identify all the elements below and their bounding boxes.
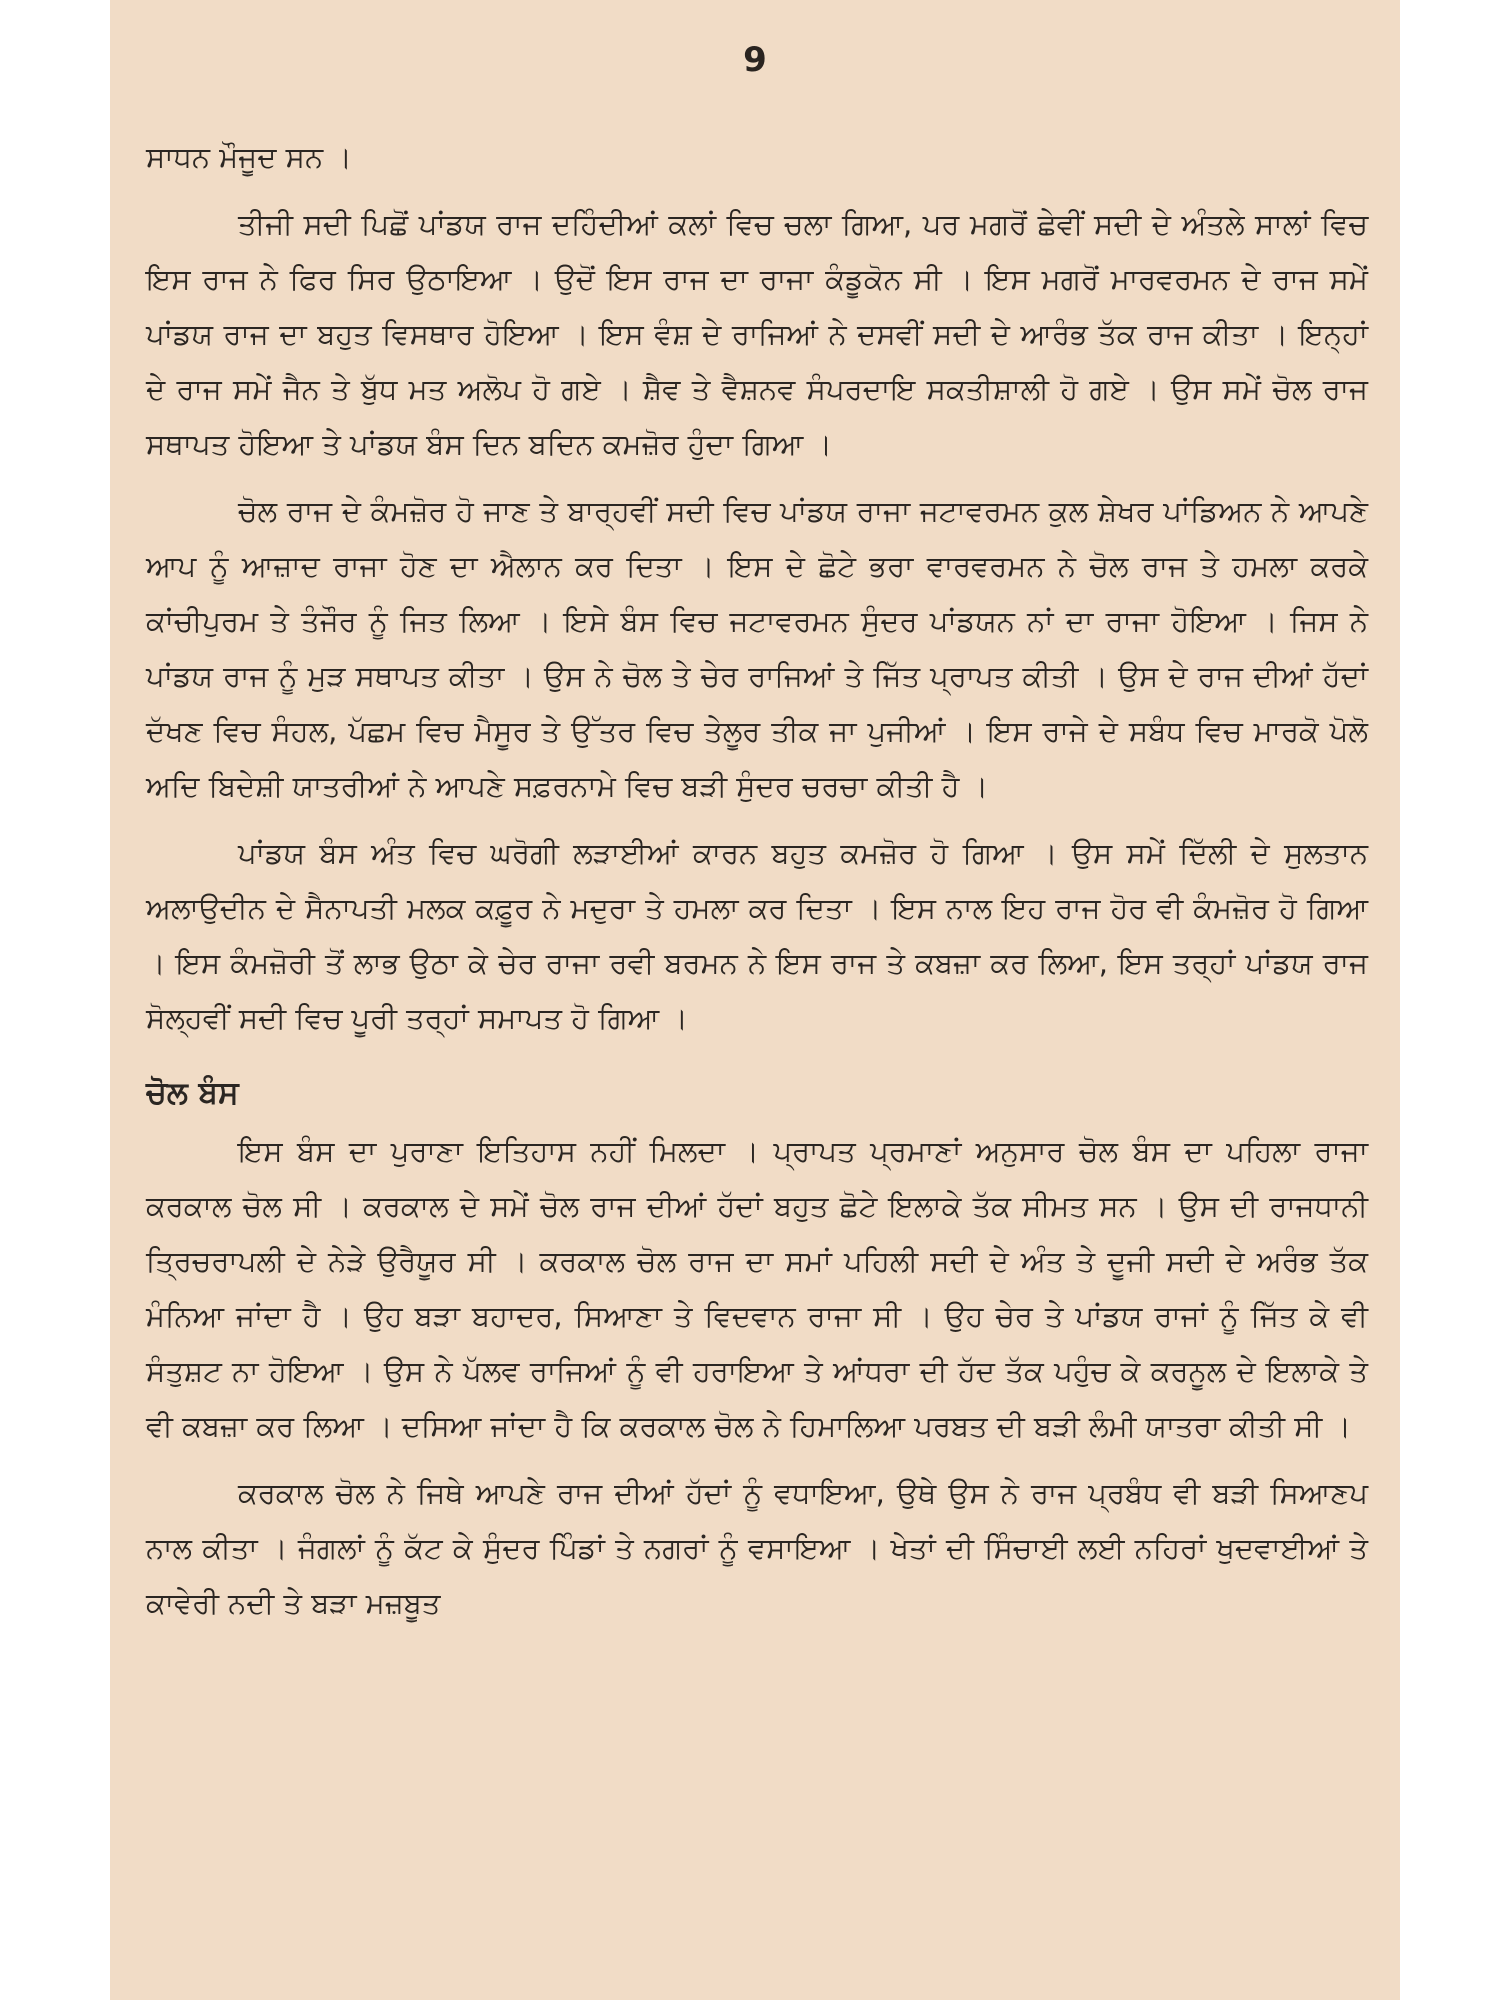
- page-body: [146, 130, 1368, 1643]
- paragraph-6: ਕਰਕਾਲ ਚੋਲ ਨੇ ਜਿਥੇ ਆਪਣੇ ਰਾਜ ਦੀਆਂ ਹੱਦਾਂ ਨੂੰ ਵਧਾਇਆ, ਉਥੇ ਉਸ ਨੇ ਰਾਜ ਪ੍ਰਬੰਧ ਵੀ ਬੜੀ ਸਿਆਣਪ ਨਾਲ ਕੀਤਾ । ਜੰਗਲਾਂ ਨੂੰ ਕੱਟ ਕੇ ਸੁੰਦਰ ਪਿੰਡਾਂ ਤੇ ਨਗਰਾਂ ਨੂੰ ਵਸਾਇਆ । ਖੇਤਾਂ ਦੀ ਸਿੰਚਾਈ ਲਈ ਨਹਿਰਾਂ ਖੁਦਵਾਈਆਂ ਤੇ ਕਾਵੇਰੀ ਨਦੀ ਤੇ ਬੜਾ ਮਜ਼ਬੂਤ: [146, 1476, 1368, 1620]
- paragraph-2: ਤੀਜੀ ਸਦੀ ਪਿਛੋਂ ਪਾਂਡਯ ਰਾਜ ਦਹਿੰਦੀਆਂ ਕਲਾਂ ਵਿਚ ਚਲਾ ਗਿਆ, ਪਰ ਮਗਰੋਂ ਛੇਵੀਂ ਸਦੀ ਦੇ ਅੰਤਲੇ ਸਾਲਾਂ ਵਿਚ ਇਸ ਰਾਜ ਨੇ ਫਿਰ ਸਿਰ ਉਠਾਇਆ । ਉਦੋਂ ਇਸ ਰਾਜ ਦਾ ਰਾਜਾ ਕੰਡੂਕੋਨ ਸੀ । ਇਸ ਮਗਰੋਂ ਮਾਰਵਰਮਨ ਦੇ ਰਾਜ ਸਮੇਂ ਪਾਂਡਯ ਰਾਜ ਦਾ ਬਹੁਤ ਵਿਸਥਾਰ ਹੋਇਆ । ਇਸ ਵੰਸ਼ ਦੇ ਰਾਜਿਆਂ ਨੇ ਦਸਵੀਂ ਸਦੀ ਦੇ ਆਰੰਭ ਤੱਕ ਰਾਜ ਕੀਤਾ । ਇਨ੍ਹਾਂ ਦੇ ਰਾਜ ਸਮੇਂ ਜੈਨ ਤੇ ਬੁੱਧ ਮਤ ਅਲੋਪ ਹੋ ਗਏ । ਸ਼ੈਵ ਤੇ ਵੈਸ਼ਨਵ ਸੰਪਰਦਾਇ ਸਕਤੀਸ਼ਾਲੀ ਹੋ ਗਏ । ਉਸ ਸਮੇਂ ਚੋਲ ਰਾਜ ਸਥਾਪਤ ਹੋਇਆ ਤੇ ਪਾਂਡਯ ਬੰਸ ਦਿਨ ਬਦਿਨ ਕਮਜ਼ੋਰ ਹੁੰਦਾ ਗਿਆ ।: [146, 207, 1368, 461]
- paragraph-3: ਚੋਲ ਰਾਜ ਦੇ ਕੰਮਜ਼ੋਰ ਹੋ ਜਾਣ ਤੇ ਬਾਰ੍ਹਵੀਂ ਸਦੀ ਵਿਚ ਪਾਂਡਯ ਰਾਜਾ ਜਟਾਵਰਮਨ ਕੁਲ ਸ਼ੇਖਰ ਪਾਂਡਿਅਨ ਨੇ ਆਪਣੇ ਆਪ ਨੂੰ ਆਜ਼ਾਦ ਰਾਜਾ ਹੋਣ ਦਾ ਐਲਾਨ ਕਰ ਦਿਤਾ । ਇਸ ਦੇ ਛੋਟੇ ਭਰਾ ਵਾਰਵਰਮਨ ਨੇ ਚੋਲ ਰਾਜ ਤੇ ਹਮਲਾ ਕਰਕੇ ਕਾਂਚੀਪੁਰਮ ਤੇ ਤੰਜੌਰ ਨੂੰ ਜਿਤ ਲਿਆ । ਇਸੇ ਬੰਸ ਵਿਚ ਜਟਾਵਰਮਨ ਸੁੰਦਰ ਪਾਂਡਯਨ ਨਾਂ ਦਾ ਰਾਜਾ ਹੋਇਆ । ਜਿਸ ਨੇ ਪਾਂਡਯ ਰਾਜ ਨੂੰ ਮੁੜ ਸਥਾਪਤ ਕੀਤਾ । ਉਸ ਨੇ ਚੋਲ ਤੇ ਚੇਰ ਰਾਜਿਆਂ ਤੇ ਜਿੱਤ ਪ੍ਰਾਪਤ ਕੀਤੀ । ਉਸ ਦੇ ਰਾਜ ਦੀਆਂ ਹੱਦਾਂ ਦੱਖਣ ਵਿਚ ਸੰਹਲ, ਪੱਛਮ ਵਿਚ ਮੈਸੂਰ ਤੇ ਉੱਤਰ ਵਿਚ ਤੇਲੂਰ ਤੀਕ ਜਾ ਪੁਜੀਆਂ । ਇਸ ਰਾਜੇ ਦੇ ਸਬੰਧ ਵਿਚ ਮਾਰਕੋ ਪੋਲੋ ਅਦਿ ਬਿਦੇਸ਼ੀ ਯਾਤਰੀਆਂ ਨੇ ਆਪਣੇ ਸਫ਼ਰਨਾਮੇ ਵਿਚ ਬੜੀ ਸੁੰਦਰ ਚਰਚਾ ਕੀਤੀ ਹੈ ।: [146, 494, 1368, 803]
- paragraph-1: ਸਾਧਨ ਮੌਜੂਦ ਸਨ ।: [146, 140, 352, 174]
- section-heading: ਚੋਲ ਬੰਸ: [146, 1075, 239, 1111]
- paragraph-4: ਪਾਂਡਯ ਬੰਸ ਅੰਤ ਵਿਚ ਘਰੋਗੀ ਲੜਾਈਆਂ ਕਾਰਨ ਬਹੁਤ ਕਮਜ਼ੋਰ ਹੋ ਗਿਆ । ਉਸ ਸਮੇਂ ਦਿੱਲੀ ਦੇ ਸੁਲਤਾਨ ਅਲਾਉਦੀਨ ਦੇ ਸੈਨਾਪਤੀ ਮਲਕ ਕਫ਼ੂਰ ਨੇ ਮਦੁਰਾ ਤੇ ਹਮਲਾ ਕਰ ਦਿਤਾ । ਇਸ ਨਾਲ ਇਹ ਰਾਜ ਹੋਰ ਵੀ ਕੰਮਜ਼ੋਰ ਹੋ ਗਿਆ । ਇਸ ਕੰਮਜ਼ੋਰੀ ਤੋਂ ਲਾਭ ਉਠਾ ਕੇ ਚੇਰ ਰਾਜਾ ਰਵੀ ਬਰਮਨ ਨੇ ਇਸ ਰਾਜ ਤੇ ਕਬਜ਼ਾ ਕਰ ਲਿਆ, ਇਸ ਤਰ੍ਹਾਂ ਪਾਂਡਯ ਰਾਜ ਸੋਲ੍ਹਵੀਂ ਸਦੀ ਵਿਚ ਪੂਰੀ ਤਰ੍ਹਾਂ ਸਮਾਪਤ ਹੋ ਗਿਆ ।: [146, 836, 1368, 1035]
- book-page: [110, 0, 1400, 2000]
- page-number: 9: [743, 40, 767, 80]
- paragraph-5: ਇਸ ਬੰਸ ਦਾ ਪੁਰਾਣਾ ਇਤਿਹਾਸ ਨਹੀਂ ਮਿਲਦਾ । ਪ੍ਰਾਪਤ ਪ੍ਰਮਾਣਾਂ ਅਨੁਸਾਰ ਚੋਲ ਬੰਸ ਦਾ ਪਹਿਲਾ ਰਾਜਾ ਕਰਕਾਲ ਚੋਲ ਸੀ । ਕਰਕਾਲ ਦੇ ਸਮੇਂ ਚੋਲ ਰਾਜ ਦੀਆਂ ਹੱਦਾਂ ਬਹੁਤ ਛੋਟੇ ਇਲਾਕੇ ਤੱਕ ਸੀਮਤ ਸਨ । ਉਸ ਦੀ ਰਾਜਧਾਨੀ ਤ੍ਰਿਚਰਾਪਲੀ ਦੇ ਨੇੜੇ ਉਰੈਯੂਰ ਸੀ । ਕਰਕਾਲ ਚੋਲ ਰਾਜ ਦਾ ਸਮਾਂ ਪਹਿਲੀ ਸਦੀ ਦੇ ਅੰਤ ਤੇ ਦੂਜੀ ਸਦੀ ਦੇ ਅਰੰਭ ਤੱਕ ਮੰਨਿਆ ਜਾਂਦਾ ਹੈ । ਉਹ ਬੜਾ ਬਹਾਦਰ, ਸਿਆਣਾ ਤੇ ਵਿਦਵਾਨ ਰਾਜਾ ਸੀ । ਉਹ ਚੇਰ ਤੇ ਪਾਂਡਯ ਰਾਜਾਂ ਨੂੰ ਜਿੱਤ ਕੇ ਵੀ ਸੰਤੁਸ਼ਟ ਨਾ ਹੋਇਆ । ਉਸ ਨੇ ਪੱਲਵ ਰਾਜਿਆਂ ਨੂੰ ਵੀ ਹਰਾਇਆ ਤੇ ਆਂਧਰਾ ਦੀ ਹੱਦ ਤੱਕ ਪਹੁੰਚ ਕੇ ਕਰਨੂਲ ਦੇ ਇਲਾਕੇ ਤੇ ਵੀ ਕਬਜ਼ਾ ਕਰ ਲਿਆ । ਦਸਿਆ ਜਾਂਦਾ ਹੈ ਕਿ ਕਰਕਾਲ ਚੋਲ ਨੇ ਹਿਮਾਲਿਆ ਪਰਬਤ ਦੀ ਬੜੀ ਲੰਮੀ ਯਾਤਰਾ ਕੀਤੀ ਸੀ ।: [146, 1134, 1368, 1443]
